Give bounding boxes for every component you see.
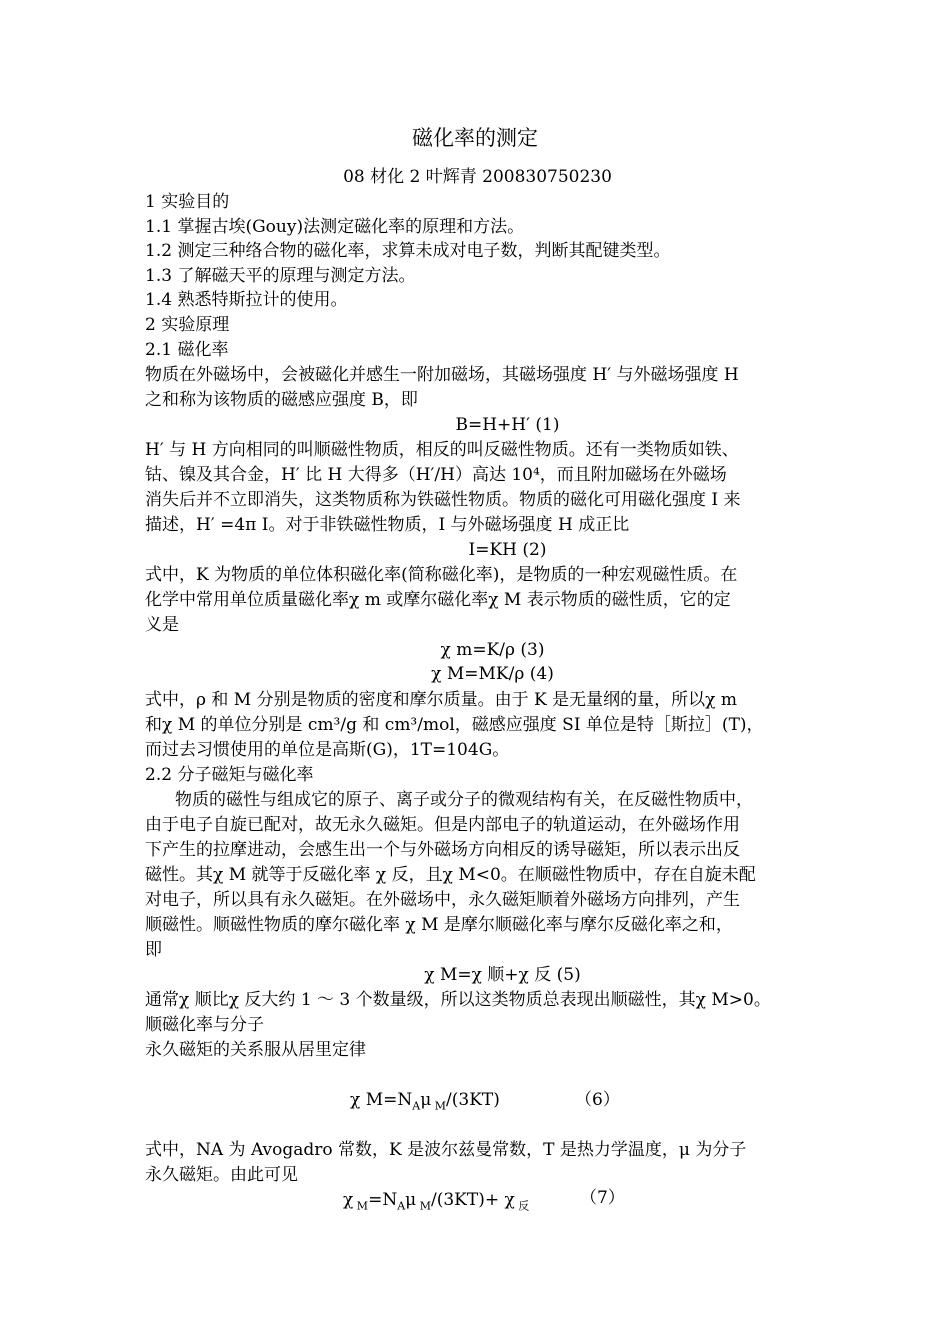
eq-text: M=N bbox=[360, 1090, 413, 1110]
text-line: 由于电子自旋已配对，故无永久磁矩。但是内部电子的轨道运动，在外磁场作用 bbox=[145, 815, 740, 835]
text-line: 通常χ 顺比χ 反大约 1 ～ 3 个数量级，所以这类物质总表现出顺磁性，其χ M>0。 bbox=[145, 990, 771, 1010]
eq-text: /(3KT) bbox=[446, 1090, 500, 1110]
text-line: 1.3 了解磁天平的原理与测定方法。 bbox=[145, 266, 416, 286]
text-line: 消失后并不立即消失，这类物质称为铁磁性物质。物质的磁化可用磁化强度 I 来 bbox=[145, 490, 741, 510]
text-line: 义是 bbox=[145, 615, 179, 635]
eq-text: =N bbox=[368, 1190, 398, 1210]
text-line: 物质的磁性与组成它的原子、离子或分子的微观结构有关，在反磁性物质中， bbox=[175, 790, 753, 810]
text-line: 顺磁化率与分子 bbox=[145, 1015, 264, 1035]
subsection-heading: 2.2 分子磁矩与磁化率 bbox=[145, 765, 314, 785]
mu-symbol: μ bbox=[405, 1190, 417, 1210]
text-line: 物质在外磁场中，会被磁化并感生一附加磁场，其磁场强度 H′ 与外磁场强度 H bbox=[145, 365, 739, 385]
eq-subscript: M bbox=[416, 1199, 431, 1213]
eq-subscript: M bbox=[353, 1199, 369, 1213]
text-line: 1.2 测定三种络合物的磁化率，求算未成对电子数，判断其配键类型。 bbox=[145, 241, 671, 261]
equation-6-number: （6） bbox=[575, 1090, 620, 1110]
text-line: H′ 与 H 方向相同的叫顺磁性物质，相反的叫反磁性物质。还有一类物质如铁、 bbox=[145, 440, 739, 460]
text-line: 1.1 掌握古埃(Gouy)法测定磁化率的原理和方法。 bbox=[145, 217, 525, 237]
text-line: 式中，NA 为 Avogadro 常数，K 是波尔兹曼常数，T 是热力学温度，μ 为分子 bbox=[145, 1140, 747, 1160]
equation-6 bbox=[350, 1088, 500, 1118]
text-line: 永久磁矩的关系服从居里定律 bbox=[145, 1040, 366, 1060]
eq-subscript: M bbox=[431, 1099, 447, 1113]
text-line: 描述，H′ =4π I。对于非铁磁性物质，I 与外磁场强度 H 成正比 bbox=[145, 515, 630, 535]
section-heading: 1 实验目的 bbox=[145, 192, 230, 212]
eq-text: /(3KT)+ χ bbox=[430, 1190, 515, 1210]
text-line: 即 bbox=[145, 940, 162, 960]
equation-3: χ m=K/ρ (3) bbox=[440, 640, 545, 660]
equation-1: B=H+H′ (1) bbox=[455, 415, 560, 435]
mu-symbol: μ bbox=[420, 1090, 432, 1110]
eq-subscript: A bbox=[397, 1199, 406, 1213]
text-line: 和χ M 的单位分别是 cm³/g 和 cm³/mol，磁感应强度 SI 单位是特［斯拉］(T)， bbox=[145, 715, 764, 735]
page-title: 磁化率的测定 bbox=[412, 126, 538, 150]
section-heading: 2 实验原理 bbox=[145, 315, 230, 335]
chi-symbol: χ bbox=[343, 1190, 354, 1210]
text-line: 下产生的拉摩进动，会感生出一个与外磁场方向相反的诱导磁矩，所以表示出反 bbox=[145, 840, 740, 860]
text-line: 磁性。其χ M 就等于反磁化率 χ 反，且χ M<0。在顺磁性物质中，存在自旋未配 bbox=[145, 865, 756, 885]
equation-7 bbox=[343, 1188, 529, 1218]
eq-subscript: 反 bbox=[514, 1199, 530, 1213]
text-line: 对电子，所以具有永久磁矩。在外磁场中，永久磁矩顺着外磁场方向排列，产生 bbox=[145, 890, 740, 910]
text-line: 顺磁性。顺磁性物质的摩尔磁化率 χ M 是摩尔顺磁化率与摩尔反磁化率之和， bbox=[145, 915, 733, 935]
equation-5: χ M=χ 顺+χ 反 (5) bbox=[424, 965, 581, 985]
eq-subscript: A bbox=[412, 1099, 421, 1113]
author-line: 08 材化 2 叶辉青 200830750230 bbox=[343, 167, 612, 187]
equation-7-number: （7） bbox=[580, 1188, 625, 1208]
text-line: 钴、镍及其合金，H′ 比 H 大得多（H′/H）高达 10⁴，而且附加磁场在外磁场 bbox=[145, 465, 727, 485]
text-line: 而过去习惯使用的单位是高斯(G)，1T=104G。 bbox=[145, 740, 510, 760]
text-line: 永久磁矩。由此可见 bbox=[145, 1165, 298, 1185]
text-line: 式中，K 为物质的单位体积磁化率(简称磁化率)，是物质的一种宏观磁性质。在 bbox=[145, 565, 738, 585]
text-line: 1.4 熟悉特斯拉计的使用。 bbox=[145, 290, 348, 310]
text-line: 式中，ρ 和 M 分别是物质的密度和摩尔质量。由于 K 是无量纲的量，所以χ m bbox=[145, 690, 737, 710]
text-line: 之和称为该物质的磁感应强度 B，即 bbox=[145, 390, 418, 410]
chi-symbol: χ bbox=[350, 1090, 361, 1110]
equation-2: I=KH (2) bbox=[468, 540, 547, 560]
text-line: 化学中常用单位质量磁化率χ m 或摩尔磁化率χ M 表示物质的磁性质，它的定 bbox=[145, 590, 731, 610]
equation-4: χ M=MK/ρ (4) bbox=[431, 664, 554, 684]
subsection-heading: 2.1 磁化率 bbox=[145, 340, 229, 360]
